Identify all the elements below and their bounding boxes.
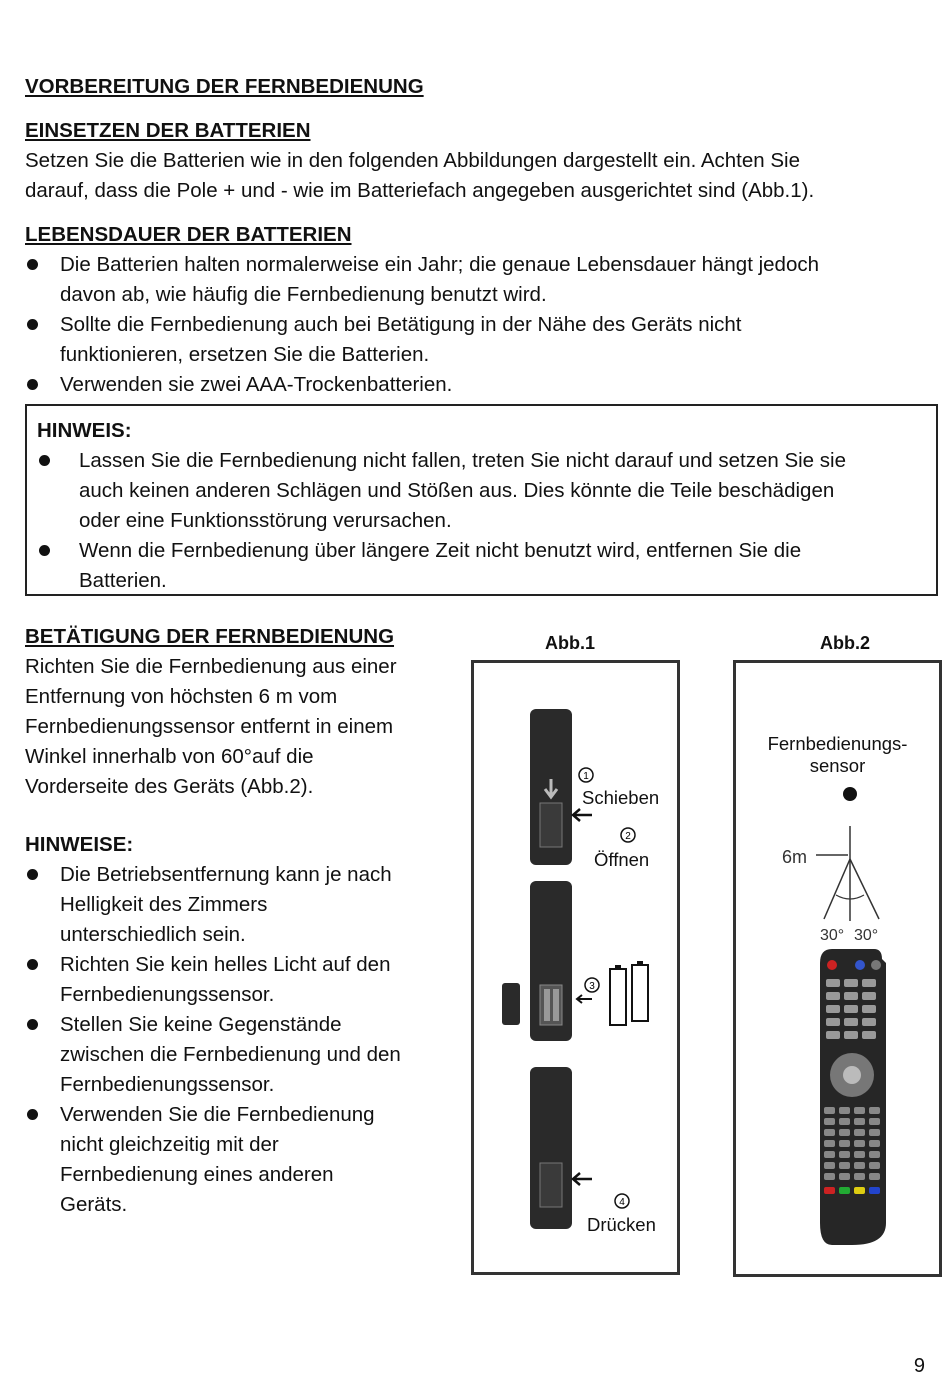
angle-line-right — [850, 859, 879, 919]
list-item: Wenn die Fernbedienung über längere Zeit nicht benutzt wird, entfernen Sie die Batterien. — [37, 536, 927, 596]
remote-key — [869, 1129, 880, 1136]
remote-key — [862, 1018, 876, 1026]
fig2-frame — [733, 660, 942, 1277]
remote-key — [869, 1107, 880, 1114]
remote-key — [839, 1107, 850, 1114]
remote-key — [826, 979, 840, 987]
insert-batteries-line-1: Setzen Sie die Batterien wie in den folgenden Abbildungen dargestellt ein. Achten Sie — [25, 149, 800, 172]
remote-key — [855, 960, 865, 970]
battery-life-list — [25, 250, 935, 400]
remote-key — [862, 1005, 876, 1013]
list-item: Sollte die Fernbedienung auch bei Betätigung in der Nähe des Geräts nicht funktionieren, ersetzen Sie die Batterien. — [25, 310, 935, 370]
arrow-left-icon — [573, 809, 592, 821]
remote-key — [862, 992, 876, 1000]
remote-key — [869, 1151, 880, 1158]
remote-key — [869, 1173, 880, 1180]
remote-key — [839, 1187, 850, 1194]
list-item: Richten Sie kein helles Licht auf den Fernbedienungssensor. — [25, 950, 455, 1010]
battery-terminal — [637, 961, 643, 965]
step-slide-label: Schieben — [582, 787, 660, 808]
notes-title: HINWEISE: — [25, 833, 134, 856]
step-number: 3 — [589, 981, 595, 992]
remote-key — [824, 1187, 835, 1194]
battery-cover — [540, 1163, 562, 1207]
remote-key — [839, 1162, 850, 1169]
step-number: 2 — [625, 831, 631, 842]
angle-right-label: 30° — [854, 927, 879, 944]
list-item: Die Betriebsentfernung kann je nach Helligkeit des Zimmers unterschiedlich sein. — [25, 860, 455, 950]
remote-key — [854, 1140, 865, 1147]
battery-cover — [540, 803, 562, 847]
notes-list — [25, 860, 455, 1220]
battery-terminal — [615, 965, 621, 969]
section-battery-life — [25, 220, 935, 400]
remote-key — [854, 1162, 865, 1169]
remote-key — [869, 1118, 880, 1125]
fig1-label: Abb.1 — [545, 633, 596, 653]
remote-key — [854, 1107, 865, 1114]
arrow-left-icon — [573, 1173, 592, 1185]
list-item: Lassen Sie die Fernbedienung nicht fallen, treten Sie nicht darauf und setzen Sie sie auch keinen anderen Schlägen und Stößen aus. Dies könnte die Teile beschädigen oder eine Funktionsstörung verursachen. — [37, 446, 927, 536]
remote-key — [862, 979, 876, 987]
remote-key — [844, 1005, 858, 1013]
remote-key — [854, 1151, 865, 1158]
page-number: 9 — [913, 1355, 925, 1377]
section-insert-batteries — [25, 116, 935, 206]
battery-icon — [610, 969, 626, 1025]
remote-key — [869, 1140, 880, 1147]
distance-label: 6m — [782, 847, 808, 867]
list-item: Verwenden Sie die Fernbedienung nicht gleichzeitig mit der Fernbedienung eines anderen Geräts. — [25, 1100, 455, 1220]
section-heading-preparation — [25, 72, 424, 102]
remote-key — [854, 1187, 865, 1194]
note-title: HINWEIS: — [37, 419, 132, 442]
insert-batteries-line-2: darauf, dass die Pole + und - wie im Batteriefach angegeben ausgerichtet sind (Abb.1). — [25, 179, 815, 202]
list-item: Die Batterien halten normalerweise ein Jahr; die genaue Lebensdauer hängt jedoch davon ab, wie häufig die Fernbedienung benutzt wird. — [25, 250, 935, 310]
step-number: 1 — [583, 771, 589, 782]
sensor-dot — [843, 787, 857, 801]
remote-key — [824, 1118, 835, 1125]
list-item: Stellen Sie keine Gegenstände zwischen die Fernbedienung und den Fernbedienungssensor. — [25, 1010, 455, 1100]
remote-key — [827, 960, 837, 970]
heading-preparation: VORBEREITUNG DER FERNBEDIENUNG — [25, 75, 424, 98]
removed-cover — [502, 983, 520, 1025]
arrow-left-icon — [577, 995, 592, 1003]
fig2-label: Abb.2 — [820, 633, 871, 653]
remote-key — [824, 1162, 835, 1169]
remote-key — [844, 992, 858, 1000]
remote-key — [824, 1129, 835, 1136]
remote-key — [854, 1129, 865, 1136]
step-open-label: Öffnen — [594, 849, 650, 870]
remote-key — [824, 1173, 835, 1180]
note-box — [25, 404, 938, 596]
section-notes — [25, 830, 455, 1220]
heading-insert-batteries: EINSETZEN DER BATTERIEN — [25, 119, 311, 142]
list-item: Verwenden sie zwei AAA-Trockenbatterien. — [25, 370, 935, 400]
remote-key — [824, 1140, 835, 1147]
remote-key — [826, 1005, 840, 1013]
remote-key — [826, 1031, 840, 1039]
remote-key — [844, 1018, 858, 1026]
remote-key — [869, 1187, 880, 1194]
remote-key — [839, 1173, 850, 1180]
remote-key — [826, 1018, 840, 1026]
step-press-label: Drücken — [587, 1214, 656, 1235]
remote-key — [862, 1031, 876, 1039]
heading-operation: BETÄTIGUNG DER FERNBEDIENUNG — [25, 625, 395, 648]
remote-key — [854, 1118, 865, 1125]
angle-line-left — [824, 859, 850, 919]
remote-key — [839, 1151, 850, 1158]
battery-slot — [553, 989, 559, 1021]
heading-battery-life: LEBENSDAUER DER BATTERIEN — [25, 223, 352, 246]
remote-key — [854, 1173, 865, 1180]
fig2-drawing — [736, 663, 939, 1274]
remote-key — [826, 992, 840, 1000]
remote-key — [869, 1162, 880, 1169]
fig1-frame — [471, 660, 680, 1275]
battery-slot — [544, 989, 550, 1021]
angle-left-label: 30° — [820, 927, 845, 944]
remote-key — [839, 1129, 850, 1136]
remote-key — [839, 1118, 850, 1125]
note-list — [37, 446, 927, 596]
sensor-label: Fernbedienungs- sensor — [767, 733, 908, 776]
remote-key — [844, 1031, 858, 1039]
remote-key — [844, 979, 858, 987]
remote-key — [839, 1140, 850, 1147]
battery-icon — [632, 965, 648, 1021]
remote-key — [843, 1066, 861, 1084]
step-number: 4 — [619, 1197, 625, 1208]
section-operation: BETÄTIGUNG DER FERNBEDIENUNG Richten Sie die Fernbedienung aus einer Entfernung von höchsten 6 m vom Fernbedienungssensor entfernt in einem Winkel innerhalb von 60°auf die Vorderseite des Geräts (Abb.2). — [25, 622, 445, 802]
remote-key — [824, 1107, 835, 1114]
remote-key — [871, 960, 881, 970]
fig1-drawing — [474, 663, 677, 1272]
remote-key — [824, 1151, 835, 1158]
